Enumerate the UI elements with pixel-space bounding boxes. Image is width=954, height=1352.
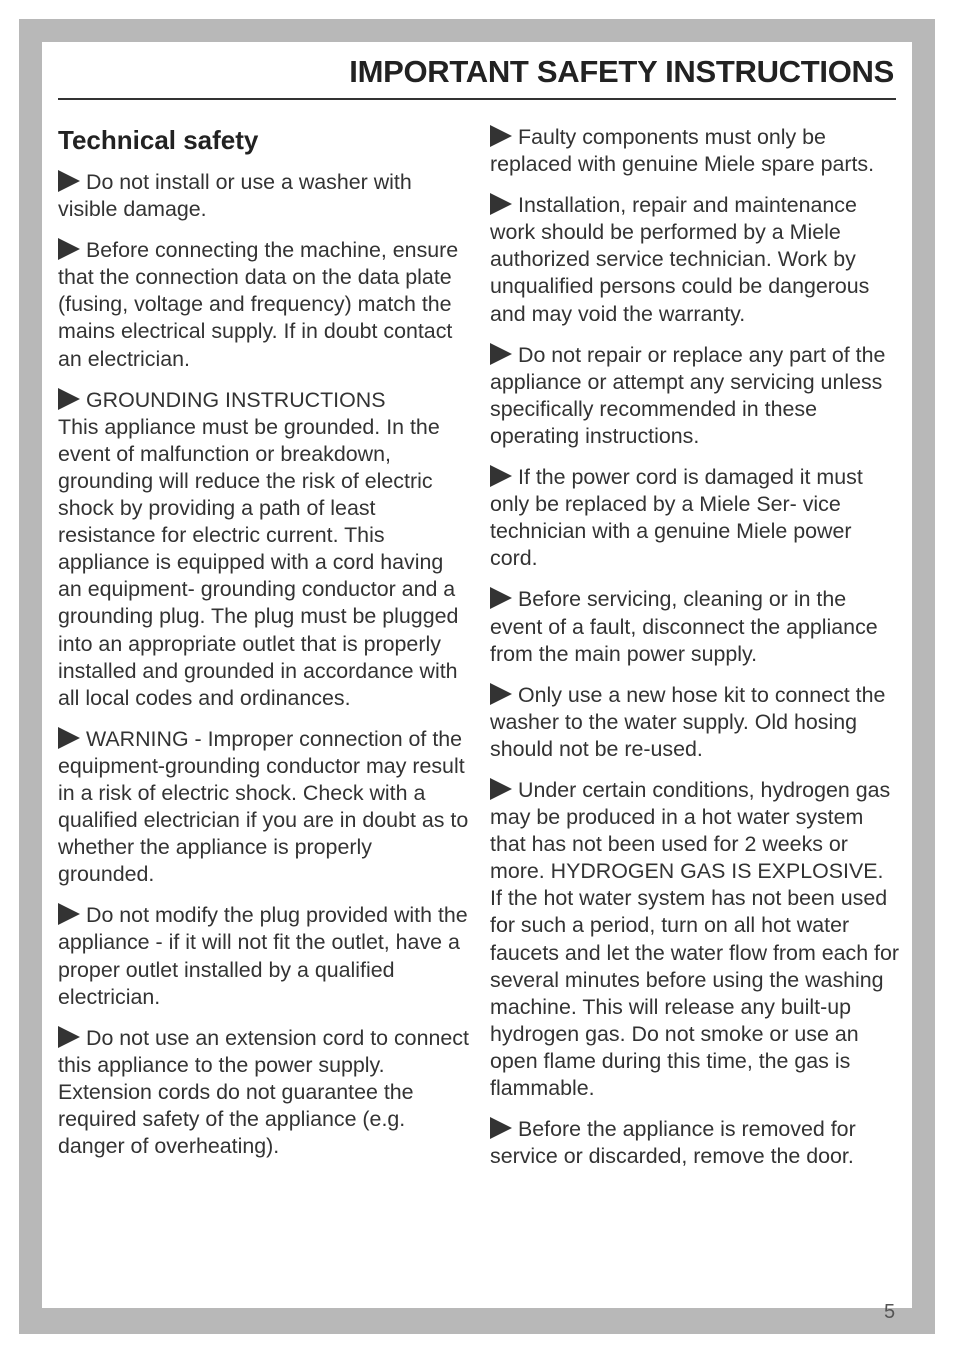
grounding-heading: GROUNDING INSTRUCTIONS: [86, 387, 386, 412]
triangle-right-icon: [58, 903, 80, 925]
safety-item-text: If the power cord is damaged it must only be replaced by a Miele Ser- vice technician with a genuine Miele power cord.: [490, 465, 863, 571]
safety-item-text: Installation, repair and maintenance work should be performed by a Miele authorized service technician. Work by unqualified persons could be dangerous and may void the warranty.: [490, 193, 870, 326]
triangle-right-icon: [490, 1117, 512, 1139]
triangle-right-icon: [490, 125, 512, 147]
safety-item: [490, 342, 900, 450]
safety-item: [490, 464, 900, 572]
safety-item-text: Before the appliance is removed for service or discarded, remove the door.: [490, 1117, 856, 1169]
safety-item-text: Only use a new hose kit to connect the washer to the water supply. Old hosing should not be re-used.: [490, 682, 886, 761]
page-title: IMPORTANT SAFETY INSTRUCTIONS: [349, 54, 894, 89]
section-heading: Technical safety: [58, 125, 259, 155]
triangle-right-icon: [58, 727, 80, 749]
right-column: [490, 124, 900, 1184]
safety-item-text: This appliance must be grounded. In the event of malfunction or breakdown, grounding will reduce the risk of electric shock by providing a path of least resistance for electric current. This appliance is equipped with a cord having an equipment- grounding conductor and a grounding plug. The plug must be plugged into an appropriate outlet that is properly installed and grounded in accordance with all local codes and ordinances.: [58, 414, 459, 710]
triangle-right-icon: [58, 238, 80, 260]
left-column: [58, 124, 472, 1174]
triangle-right-icon: [490, 683, 512, 705]
safety-item-text: Do not use an extension cord to connect this appliance to the power supply. Extension cords do not guarantee the required safety of the appliance (e.g. danger of overheating).: [58, 1025, 469, 1159]
safety-item-text: Before connecting the machine, ensure that the connection data on the data plate (fusing, voltage and frequency) match the mains electrical supply. If in doubt contact an electrician.: [58, 238, 459, 371]
header-divider: [58, 98, 896, 100]
triangle-right-icon: [58, 170, 80, 192]
safety-item-text: Faulty components must only be replaced with genuine Miele spare parts.: [490, 125, 875, 177]
safety-item: [58, 726, 472, 889]
triangle-right-icon: [58, 1026, 80, 1048]
safety-item-text: Do not install or use a washer with visible damage.: [58, 170, 412, 222]
safety-item: [490, 682, 900, 763]
safety-item: [490, 777, 900, 1102]
safety-item: [58, 902, 472, 1010]
safety-item: [58, 1025, 472, 1160]
safety-item-text: Do not repair or replace any part of the appliance or attempt any servicing unless specifically recommended in these operating instructions.: [490, 342, 886, 448]
safety-item-text: Do not modify the plug provided with the appliance - if it will not fit the outlet, have a proper outlet installed by a qualified electrician.: [58, 903, 468, 1009]
page-number: 5: [884, 1301, 896, 1323]
safety-item: [490, 586, 900, 667]
safety-item: [490, 124, 900, 178]
safety-item: [490, 1116, 900, 1170]
safety-item: [58, 387, 472, 712]
safety-item: [490, 192, 900, 327]
safety-item-text: Under certain conditions, hydrogen gas may be produced in a hot water system that has not been used for 2 weeks or more. HYDROGEN GAS IS EXPLOSIVE. If the hot water system has not been used for such a period, turn on all hot water faucets and let the water flow from each for several minutes before using the washing machine. This will release any built-up hydrogen gas. Do not smoke or use an open flame during this time, the gas is flammable.: [490, 777, 900, 1100]
safety-item-text: WARNING - Improper connection of the equipment-grounding conductor may result in a risk of electric shock. Check with a qualified electrician if you are in doubt as to whether the appliance is properly grounded.: [58, 726, 469, 887]
safety-item: [58, 169, 472, 223]
triangle-right-icon: [490, 343, 512, 365]
triangle-right-icon: [58, 388, 80, 410]
triangle-right-icon: [490, 193, 512, 215]
page: [42, 42, 912, 1308]
triangle-right-icon: [490, 778, 512, 800]
safety-item: [58, 237, 472, 372]
safety-item-text: Before servicing, cleaning or in the event of a fault, disconnect the appliance from the main power supply.: [490, 587, 878, 666]
triangle-right-icon: [490, 587, 512, 609]
triangle-right-icon: [490, 465, 512, 487]
